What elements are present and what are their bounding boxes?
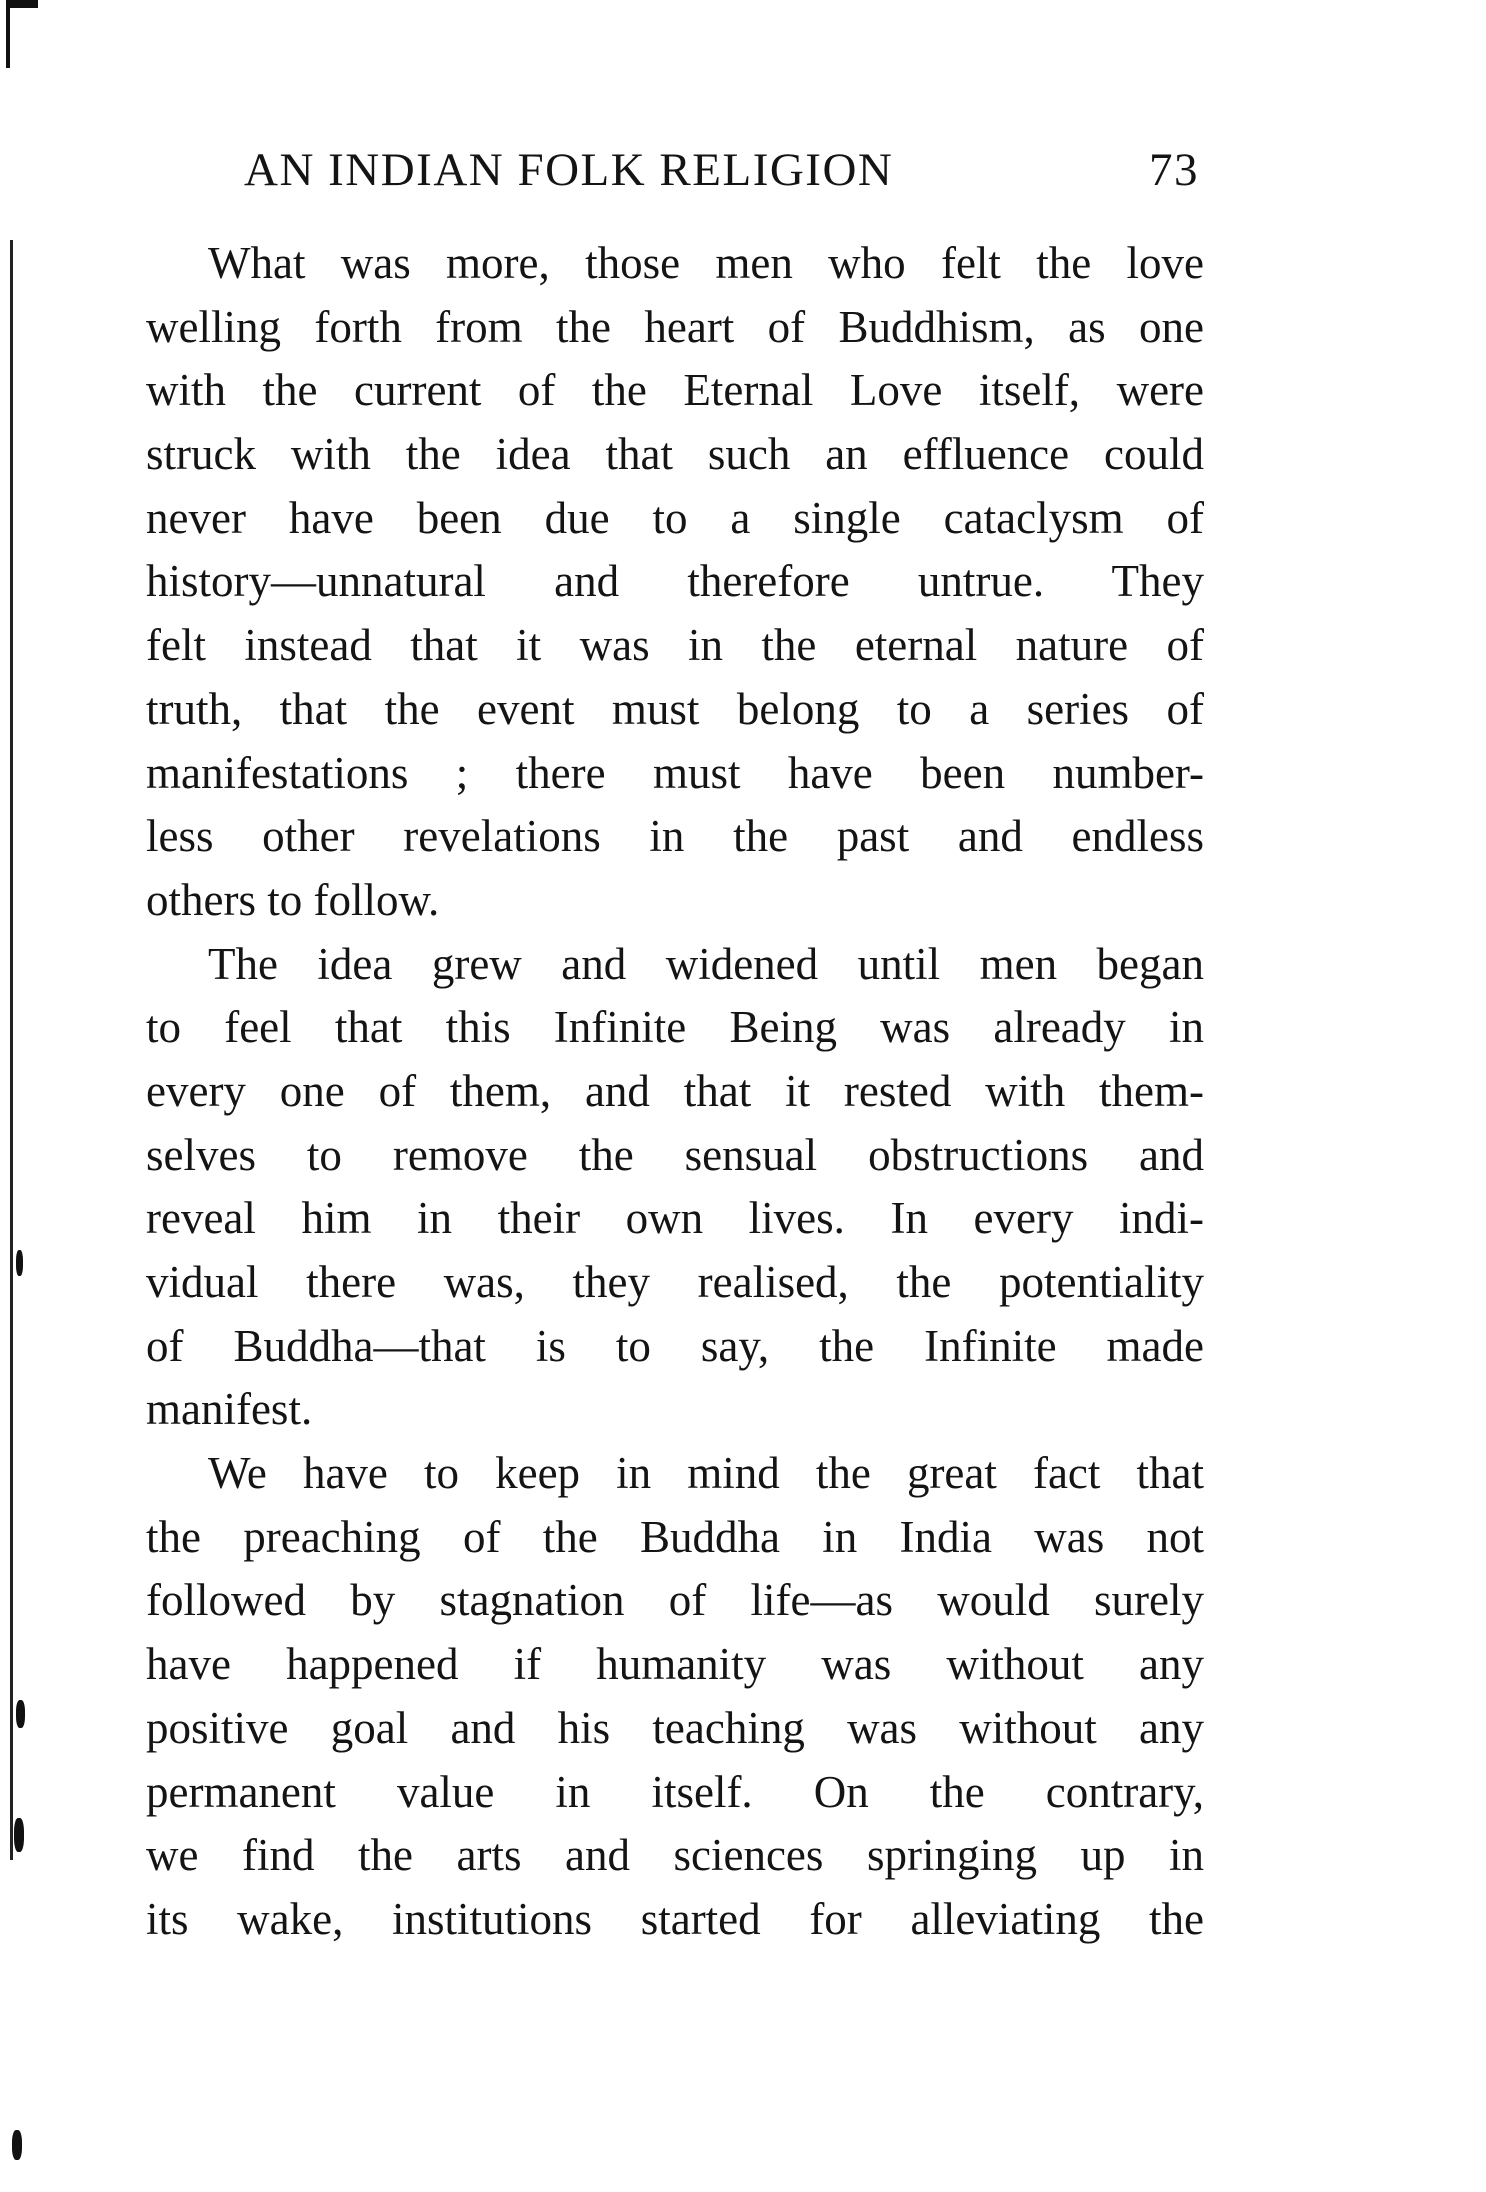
text-line: welling forth from the heart of Buddhism, as one: [146, 301, 1204, 352]
text-line: selves to remove the sensual obstructions and: [146, 1129, 1204, 1180]
scan-corner-mark-vertical: [6, 0, 10, 68]
text-line: vidual there was, they realised, the potentiality: [146, 1257, 1204, 1307]
page-number: 73: [1149, 144, 1199, 196]
text-line: positive goal and his teaching was without any: [146, 1702, 1204, 1753]
text-line: the preaching of the Buddha in India was not: [146, 1511, 1204, 1562]
running-head: [244, 140, 1199, 200]
scan-ink-blot: [16, 1250, 23, 1276]
text-line: its wake, institutions started for alleviating the: [146, 1893, 1204, 1944]
text-line: history—unnatural and therefore untrue. They: [146, 556, 1204, 607]
text-line: less other revelations in the past and endless: [146, 811, 1204, 862]
text-line: we find the arts and sciences springing up in: [146, 1830, 1204, 1881]
text-line: The idea grew and widened until men began: [208, 938, 1204, 989]
text-line: never have been due to a single cataclysm of: [146, 492, 1204, 543]
text-line: What was more, those men who felt the love: [208, 238, 1204, 288]
text-line: followed by stagnation of life—as would surely: [146, 1575, 1204, 1626]
text-line: truth, that the event must belong to a series of: [146, 683, 1204, 734]
running-head-title: AN INDIAN FOLK RELIGION: [244, 144, 894, 196]
scan-ink-blot: [12, 2130, 22, 2160]
text-line: every one of them, and that it rested with them-: [146, 1065, 1204, 1116]
text-line: reveal him in their own lives. In every indi-: [146, 1193, 1204, 1244]
scan-ink-blot: [14, 1818, 24, 1852]
text-line: struck with the idea that such an effluence could: [146, 429, 1204, 480]
text-line: of Buddha—that is to say, the Infinite made: [146, 1320, 1204, 1371]
text-line: have happened if humanity was without any: [146, 1639, 1204, 1690]
text-line: to feel that this Infinite Being was already in: [146, 1002, 1204, 1053]
scan-ink-blot: [16, 1700, 25, 1728]
text-line: with the current of the Eternal Love itself, were: [146, 365, 1204, 416]
text-line: permanent value in itself. On the contrary,: [146, 1766, 1204, 1817]
text-line: manifest.: [146, 1384, 313, 1435]
scan-corner-mark: [6, 0, 38, 8]
body-text: [146, 232, 1204, 1952]
text-line: felt instead that it was in the eternal nature of: [146, 620, 1204, 671]
text-line: others to follow.: [146, 874, 440, 925]
text-line: manifestations ; there must have been number-: [146, 747, 1204, 798]
text-line: We have to keep in mind the great fact that: [208, 1448, 1204, 1499]
scan-edge-line: [10, 240, 13, 1860]
